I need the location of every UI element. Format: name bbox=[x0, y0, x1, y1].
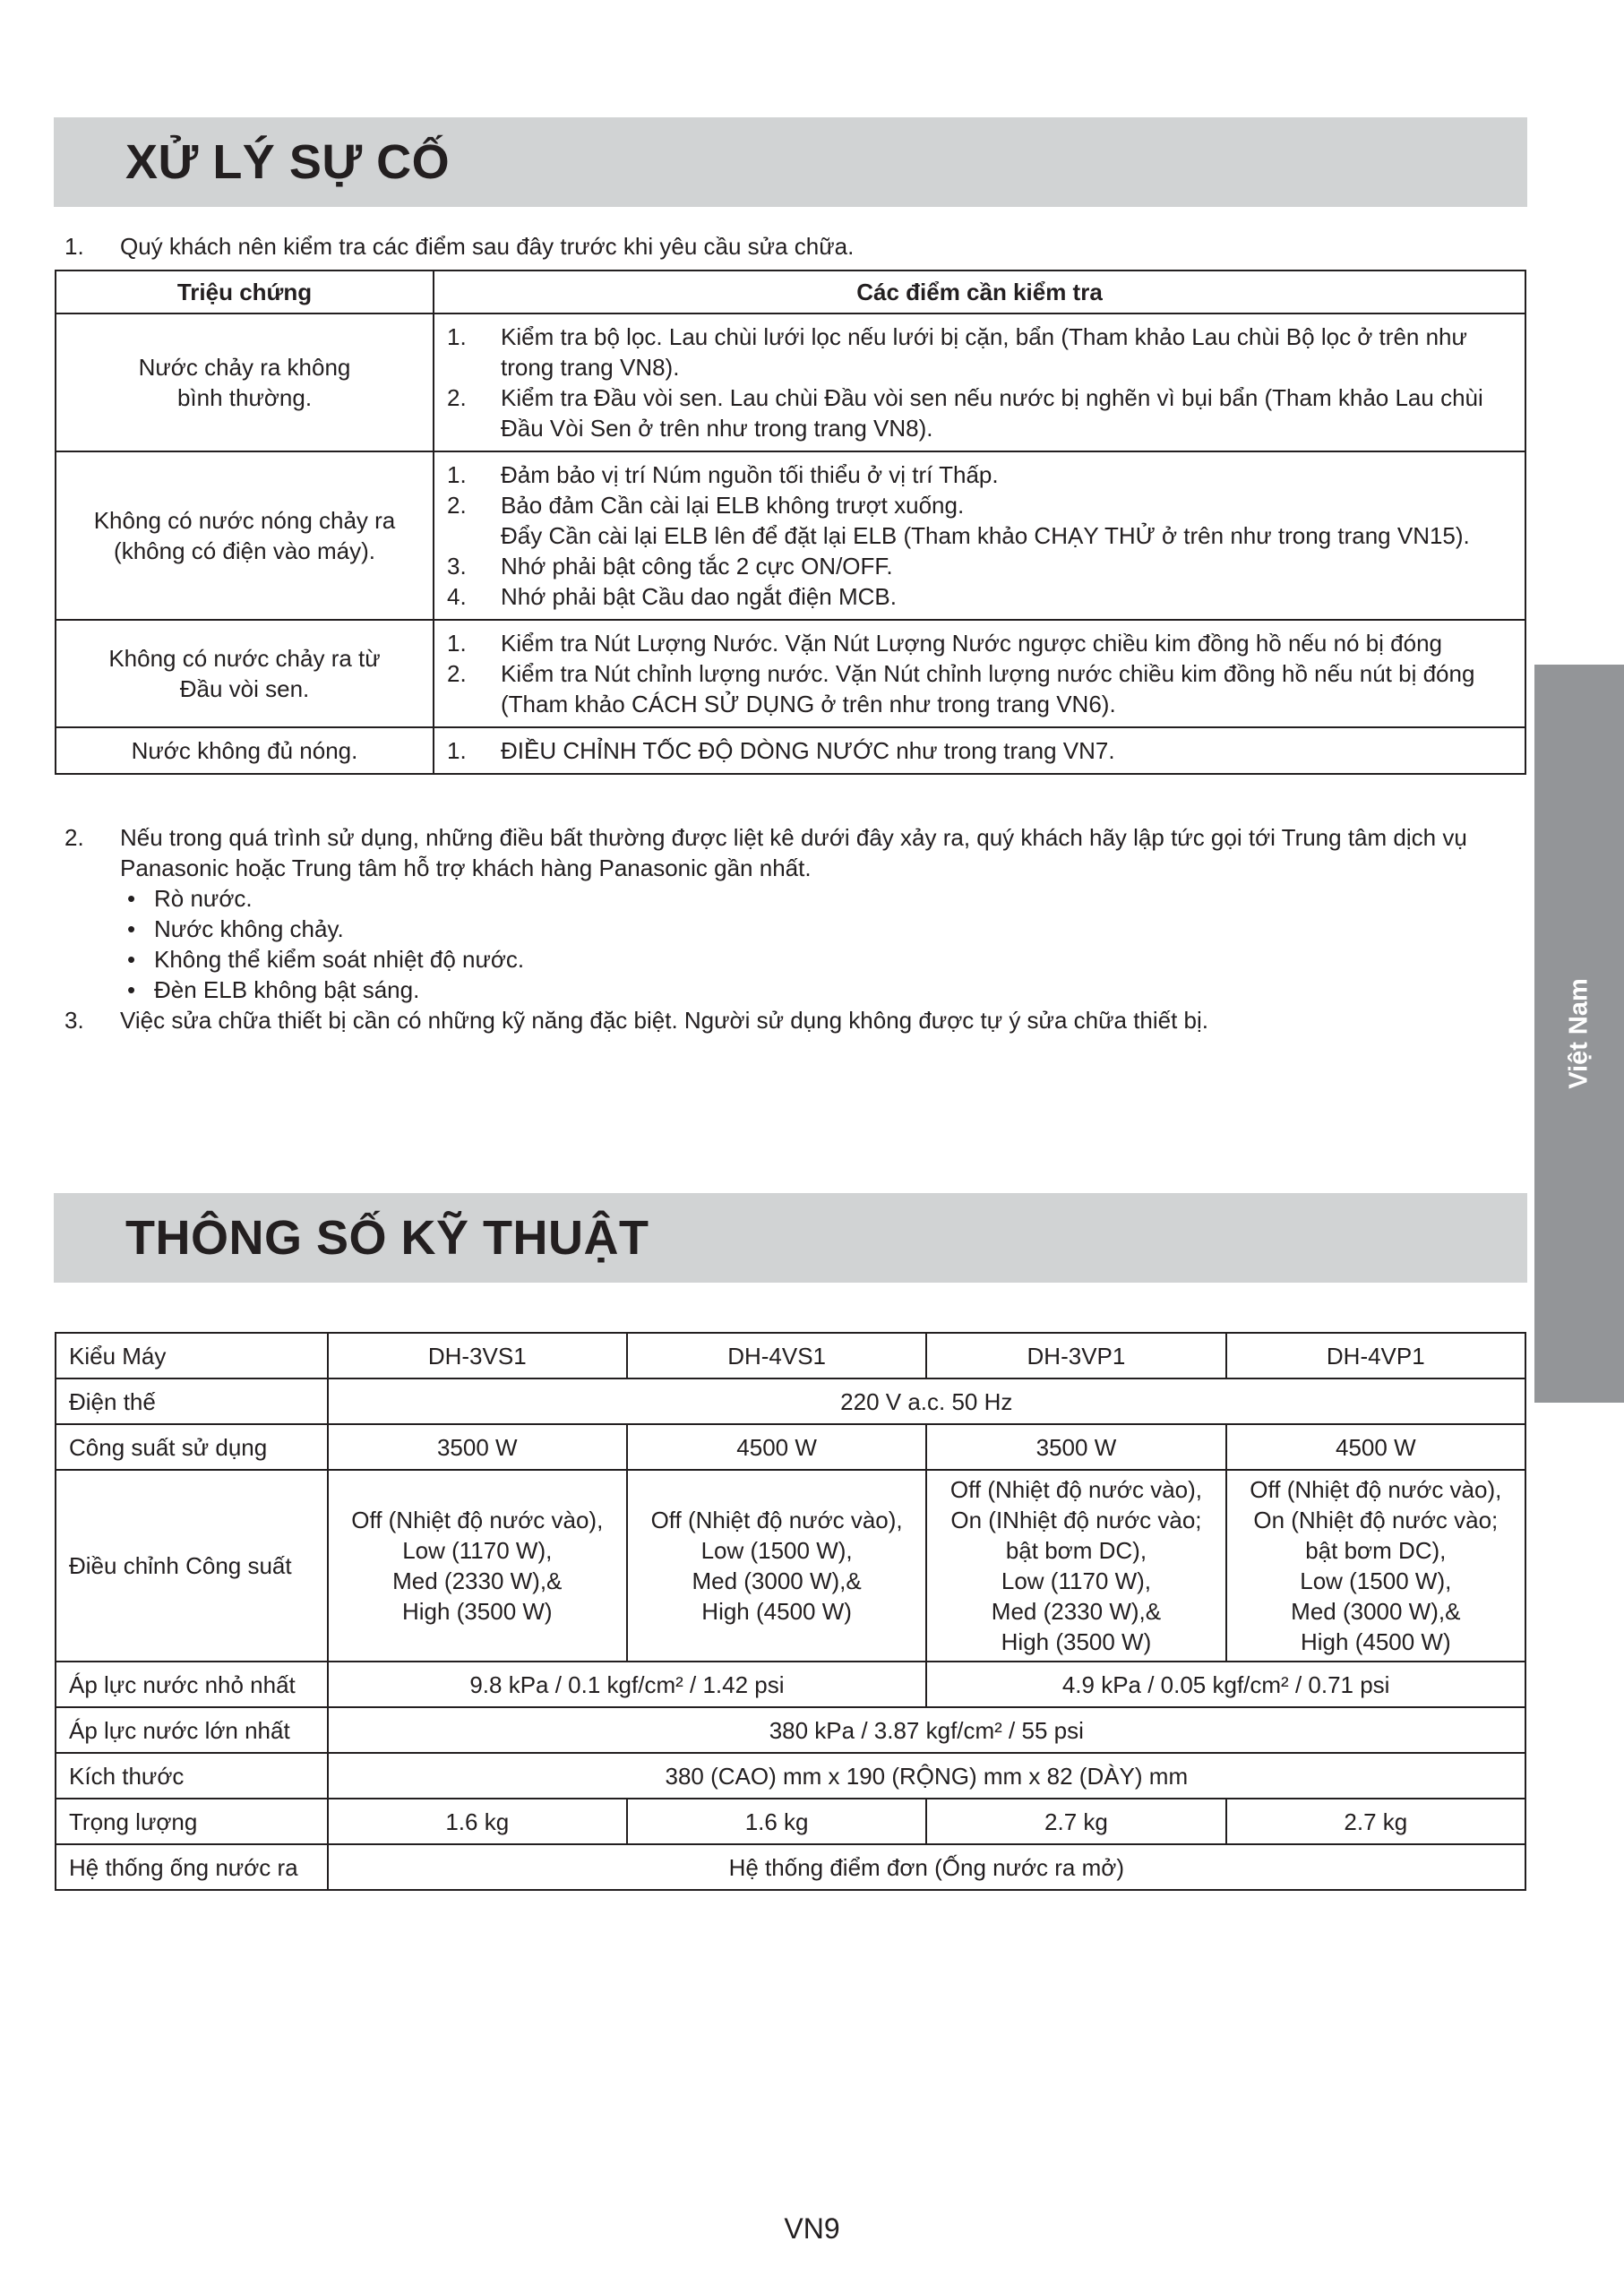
power-mode-line: bật bơm DC), bbox=[1005, 1537, 1147, 1564]
check-number: 4. bbox=[447, 583, 467, 610]
language-label: Việt Nam bbox=[1564, 978, 1594, 1089]
bullet-item: • Không thể kiểm soát nhiệt độ nước. bbox=[127, 946, 525, 973]
spec-row-model bbox=[56, 1333, 1525, 1378]
note-3-number: 3. bbox=[64, 1007, 84, 1034]
note-2-number: 2. bbox=[64, 824, 84, 851]
spec-value: 4500 W bbox=[627, 1424, 926, 1470]
symptom-cell bbox=[56, 313, 434, 451]
spec-row-power bbox=[56, 1424, 1525, 1470]
spec-label: Điều chỉnh Công suất bbox=[56, 1470, 328, 1662]
check-item bbox=[447, 628, 1512, 658]
check-number: 1. bbox=[447, 737, 467, 764]
symptom-text: Nước chảy ra không bbox=[138, 354, 351, 381]
symptom-text: Không có nước nóng chảy ra bbox=[93, 507, 396, 534]
power-mode-line: Med (3000 W),& bbox=[1291, 1598, 1461, 1625]
bullet-text: Không thể kiểm soát nhiệt độ nước. bbox=[154, 946, 525, 973]
spec-value bbox=[926, 1470, 1225, 1662]
spec-value: 2.7 kg bbox=[926, 1799, 1225, 1844]
spec-label: Kích thước bbox=[56, 1753, 328, 1799]
header-symptom: Triệu chứng bbox=[56, 271, 434, 313]
check-item bbox=[447, 459, 1512, 490]
check-text: Đẩy Cần cài lại ELB lên để đặt lại ELB (Tham khảo CHẠY THỬ ở trên như trong trang VN15). bbox=[501, 522, 1470, 549]
spec-label: Điện thế bbox=[56, 1378, 328, 1424]
spec-value bbox=[1226, 1470, 1525, 1662]
power-mode-line: Off (Nhiệt độ nước vào), bbox=[650, 1507, 903, 1533]
check-number: 1. bbox=[447, 630, 467, 657]
check-text: Kiểm tra Đầu vòi sen. Lau chùi Đầu vòi sen nếu nước bị nghẽn vì bụi bẩn (Tham khảo Lau chùi Đầu Vòi Sen ở trên như trong trang VN8). bbox=[501, 384, 1483, 442]
table-header-row bbox=[56, 271, 1525, 313]
power-mode-line: Off (Nhiệt độ nước vào), bbox=[949, 1476, 1202, 1503]
check-text: Nhớ phải bật công tắc 2 cực ON/OFF. bbox=[501, 553, 893, 580]
page-number: VN9 bbox=[784, 2212, 840, 2245]
power-mode-line: High (3500 W) bbox=[1001, 1628, 1152, 1655]
spec-value: 3500 W bbox=[926, 1424, 1225, 1470]
spec-row-dimensions bbox=[56, 1753, 1525, 1799]
notes-section bbox=[64, 822, 1525, 1035]
spec-value: 220 V a.c. 50 Hz bbox=[328, 1378, 1525, 1424]
symptom-text: Đầu vòi sen. bbox=[179, 675, 310, 702]
model-name: DH-3VS1 bbox=[328, 1333, 627, 1378]
bullet-item: • Rò nước. bbox=[127, 885, 253, 912]
spec-label: Áp lực nước lớn nhất bbox=[56, 1707, 328, 1753]
spec-value: 4.9 kPa / 0.05 kgf/cm² / 0.71 psi bbox=[926, 1662, 1525, 1707]
symptom-text: Nước không đủ nóng. bbox=[131, 737, 358, 764]
spec-value: Hệ thống điểm đơn (Ống nước ra mở) bbox=[328, 1844, 1525, 1890]
spec-row-outlet bbox=[56, 1844, 1525, 1890]
symptom-text: Không có nước chảy ra từ bbox=[108, 645, 381, 672]
spec-value: 9.8 kPa / 0.1 kgf/cm² / 1.42 psi bbox=[328, 1662, 927, 1707]
symptom-cell bbox=[56, 727, 434, 774]
check-item bbox=[447, 490, 1512, 520]
power-mode-line: Low (1170 W), bbox=[1001, 1567, 1152, 1594]
symptom-text: (không có điện vào máy). bbox=[114, 537, 375, 564]
power-mode-line: bật bơm DC), bbox=[1305, 1537, 1447, 1564]
spec-row-min-pressure bbox=[56, 1662, 1525, 1707]
power-mode-line: Low (1170 W), bbox=[402, 1537, 553, 1564]
section-title-specifications: THÔNG SỐ KỸ THUẬT bbox=[125, 1211, 649, 1265]
spec-value: 2.7 kg bbox=[1226, 1799, 1525, 1844]
check-text: Kiểm tra Nút Lượng Nước. Vặn Nút Lượng Nước ngược chiều kim đồng hồ nếu nó bị đóng bbox=[501, 630, 1443, 657]
spec-label: Kiểu Máy bbox=[56, 1333, 328, 1378]
power-mode-line: Med (2330 W),& bbox=[991, 1598, 1162, 1625]
spec-value: 4500 W bbox=[1226, 1424, 1525, 1470]
power-mode-line: Low (1500 W), bbox=[1300, 1567, 1452, 1594]
model-name: DH-4VS1 bbox=[627, 1333, 926, 1378]
table-row bbox=[56, 313, 1525, 451]
section-banner-specifications bbox=[54, 1193, 1527, 1283]
check-number: 3. bbox=[447, 553, 467, 580]
symptom-cell bbox=[56, 451, 434, 620]
bullet-item: • Đèn ELB không bật sáng. bbox=[127, 976, 420, 1003]
model-name: DH-4VP1 bbox=[1226, 1333, 1525, 1378]
check-item bbox=[447, 551, 1512, 581]
spec-label: Trọng lượng bbox=[56, 1799, 328, 1844]
table-row bbox=[56, 451, 1525, 620]
power-mode-line: High (3500 W) bbox=[401, 1598, 553, 1625]
checks-cell bbox=[434, 451, 1525, 620]
bullet-text: Đèn ELB không bật sáng. bbox=[154, 976, 420, 1003]
power-mode-line: Med (3000 W),& bbox=[692, 1567, 862, 1594]
spec-value: 380 kPa / 3.87 kgf/cm² / 55 psi bbox=[328, 1707, 1525, 1753]
intro-text: Quý khách nên kiểm tra các điểm sau đây trước khi yêu cầu sửa chữa. bbox=[120, 233, 855, 260]
check-item bbox=[447, 581, 1512, 612]
spec-value: 1.6 kg bbox=[328, 1799, 627, 1844]
check-item bbox=[447, 735, 1512, 766]
section-title-troubleshooting: XỬ LÝ SỰ CỐ bbox=[125, 135, 451, 189]
spec-value: 380 (CAO) mm x 190 (RỘNG) mm x 82 (DÀY) mm bbox=[328, 1753, 1525, 1799]
spec-row-max-pressure bbox=[56, 1707, 1525, 1753]
check-number bbox=[447, 520, 501, 551]
check-number: 2. bbox=[447, 492, 467, 519]
check-number: 2. bbox=[447, 384, 467, 411]
check-text: Nhớ phải bật Cầu dao ngắt điện MCB. bbox=[501, 583, 897, 610]
table-row bbox=[56, 727, 1525, 774]
check-number: 1. bbox=[447, 461, 467, 488]
check-text: Đảm bảo vị trí Núm nguồn tối thiểu ở vị trí Thấp. bbox=[501, 461, 999, 488]
bullet-text: Rò nước. bbox=[154, 885, 253, 912]
header-checks: Các điểm cần kiểm tra bbox=[434, 271, 1525, 313]
intro-number: 1. bbox=[64, 233, 84, 260]
check-item bbox=[447, 382, 1512, 443]
check-text: Kiểm tra Nút chỉnh lượng nước. Vặn Nút chỉnh lượng nước chiều kim đồng hồ nếu nút bị đóng (Tham khảo CÁCH SỬ DỤNG ở trên như trong trang VN6). bbox=[501, 660, 1475, 717]
check-text: Bảo đảm Cần cài lại ELB không trượt xuống. bbox=[501, 492, 965, 519]
power-mode-line: High (4500 W) bbox=[1301, 1628, 1451, 1655]
symptom-text: bình thường. bbox=[176, 384, 313, 411]
checks-cell bbox=[434, 620, 1525, 727]
spec-value: 1.6 kg bbox=[627, 1799, 926, 1844]
spec-value bbox=[328, 1470, 627, 1662]
section-banner-troubleshooting bbox=[54, 117, 1527, 207]
model-name: DH-3VP1 bbox=[926, 1333, 1225, 1378]
intro-paragraph bbox=[64, 231, 854, 262]
spec-row-power-adjust bbox=[56, 1470, 1525, 1662]
check-item bbox=[447, 658, 1512, 719]
specifications-table bbox=[55, 1332, 1526, 1891]
language-side-tab bbox=[1534, 665, 1624, 1403]
note-3-text: Việc sửa chữa thiết bị cần có những kỹ năng đặc biệt. Người sử dụng không được tự ý sửa chữa thiết bị. bbox=[120, 1007, 1209, 1034]
troubleshooting-table bbox=[55, 270, 1526, 775]
power-mode-line: Off (Nhiệt độ nước vào), bbox=[1250, 1476, 1502, 1503]
check-text: ĐIỀU CHỈNH TỐC ĐỘ DÒNG NƯỚC như trong trang VN7. bbox=[501, 737, 1115, 764]
spec-label: Công suất sử dụng bbox=[56, 1424, 328, 1470]
spec-label: Hệ thống ống nước ra bbox=[56, 1844, 328, 1890]
spec-value bbox=[627, 1470, 926, 1662]
note-2 bbox=[64, 822, 1525, 883]
power-mode-line: Off (Nhiệt độ nước vào), bbox=[351, 1507, 604, 1533]
note-2-text: Nếu trong quá trình sử dụng, những điều bất thường được liệt kê dưới đây xảy ra, quý khách hãy lập tức gọi tới Trung tâm dịch vụ Panasonic hoặc Trung tâm hỗ trợ khách hàng Panasonic gần nhất. bbox=[120, 824, 1467, 881]
spec-row-voltage bbox=[56, 1378, 1525, 1424]
table-row bbox=[56, 620, 1525, 727]
check-number: 2. bbox=[447, 660, 467, 687]
bullet-list bbox=[120, 883, 1525, 1005]
checks-cell bbox=[434, 313, 1525, 451]
bullet-item: • Nước không chảy. bbox=[127, 915, 344, 942]
note-3 bbox=[64, 1005, 1525, 1035]
check-number: 1. bbox=[447, 323, 467, 350]
bullet-text: Nước không chảy. bbox=[154, 915, 344, 942]
power-mode-line: Med (2330 W),& bbox=[392, 1567, 563, 1594]
checks-cell bbox=[434, 727, 1525, 774]
symptom-cell bbox=[56, 620, 434, 727]
spec-row-weight bbox=[56, 1799, 1525, 1844]
check-text: Kiểm tra bộ lọc. Lau chùi lưới lọc nếu lưới bị cặn, bẩn (Tham khảo Lau chùi Bộ lọc ở trên như trong trang VN8). bbox=[501, 323, 1467, 381]
check-item bbox=[447, 322, 1512, 382]
spec-value: 3500 W bbox=[328, 1424, 627, 1470]
power-mode-line: On (Nhiệt độ nước vào; bbox=[1253, 1507, 1499, 1533]
power-mode-line: Low (1500 W), bbox=[700, 1537, 853, 1564]
spec-label: Áp lực nước nhỏ nhất bbox=[56, 1662, 328, 1707]
power-mode-line: On (INhiệt độ nước vào; bbox=[950, 1507, 1202, 1533]
power-mode-line: High (4500 W) bbox=[701, 1598, 852, 1625]
check-item bbox=[447, 520, 1512, 551]
